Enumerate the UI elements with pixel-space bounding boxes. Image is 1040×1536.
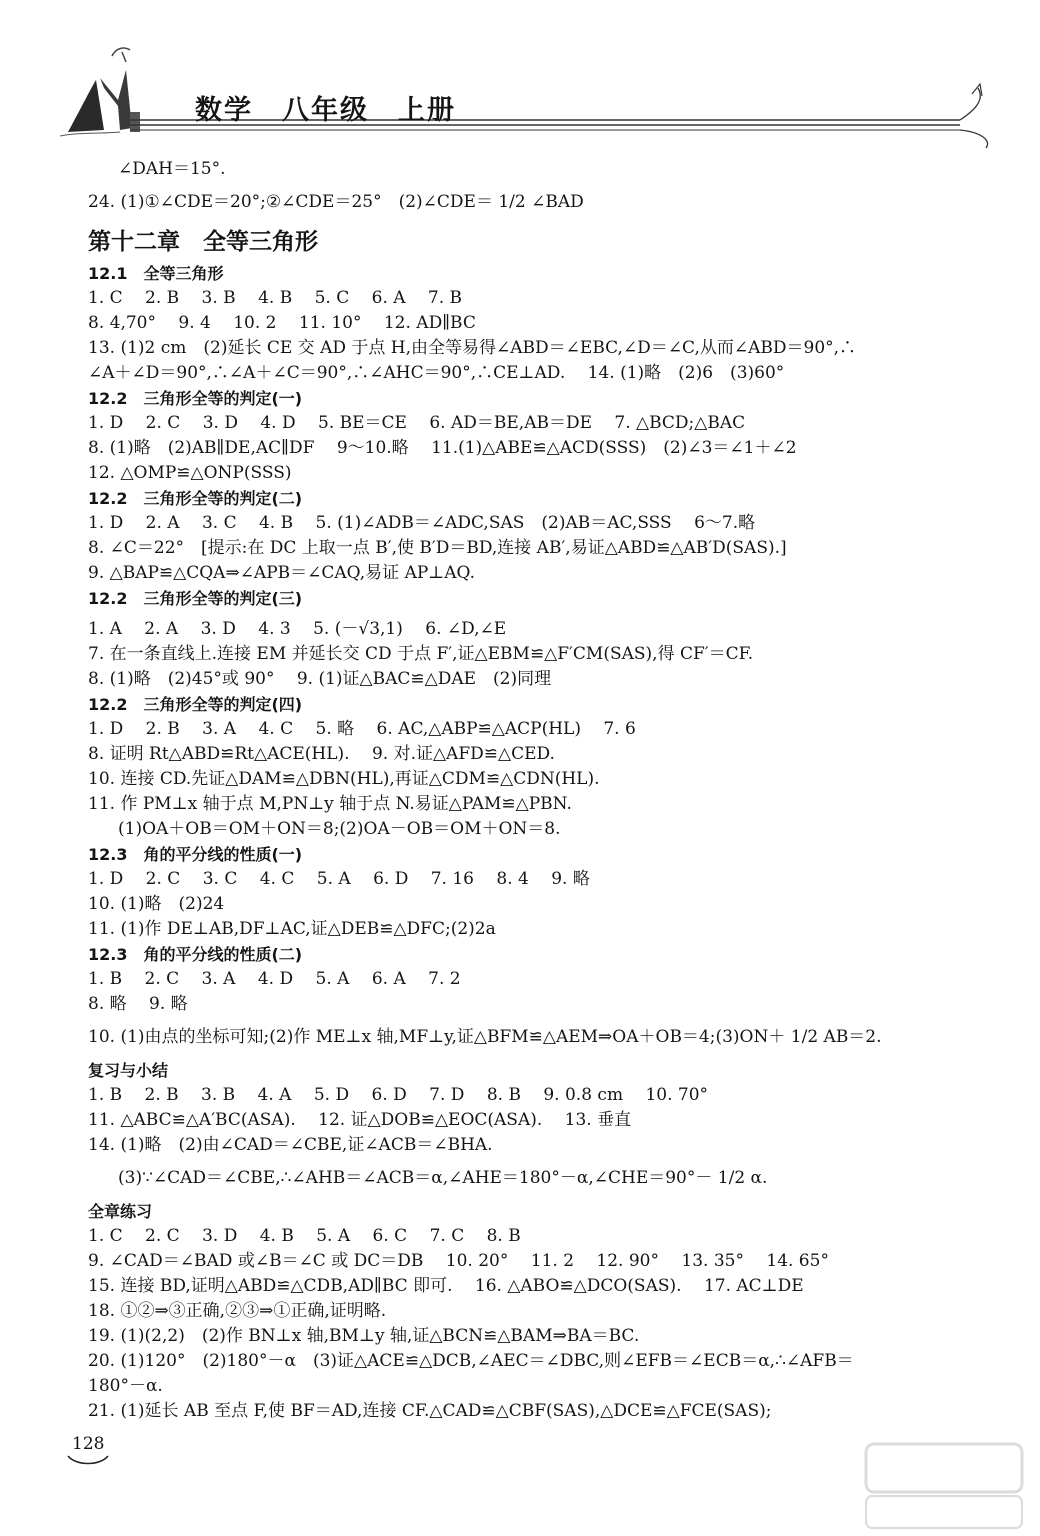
answer-line: 9. ∠CAD＝∠BAD 或∠B＝∠C 或 DC＝DB 10. 20° 11. 2 12. 90° 13. 35° 14. 65°: [88, 1251, 829, 1271]
answer-line: 1. D 2. C 3. D 4. D 5. BE＝CE 6. AD＝BE,AB＝DE 7. △BCD;△BAC: [88, 413, 746, 433]
answer-line: ∠DAH＝15°.: [118, 159, 226, 179]
answer-line: 21. (1)延长 AB 至点 F,使 BF＝AD,连接 CF.△CAD≌△CBF(SAS),△DCE≌△FCE(SAS);: [88, 1401, 772, 1421]
section-heading: 复习与小结: [88, 1061, 169, 1080]
answer-line: 7. 在一条直线上.连接 EM 并延长交 CD 于点 F′,证△EBM≌△F′CM(SAS),得 CF′＝CF.: [88, 644, 754, 664]
section-heading: 12.2 三角形全等的判定(二): [88, 489, 303, 508]
answer-line: 180°－α.: [88, 1376, 163, 1396]
section-heading: 12.2 三角形全等的判定(四): [88, 695, 303, 714]
answer-line: 1. C 2. C 3. D 4. B 5. A 6. C 7. C 8. B: [88, 1226, 521, 1246]
answer-line: 8. (1)略 (2)45°或 90° 9. (1)证△BAC≌△DAE (2)同理: [88, 669, 552, 689]
section-heading: 12.2 三角形全等的判定(一): [88, 389, 303, 408]
watermark-icon: [864, 1442, 1024, 1530]
answer-line: 1. D 2. C 3. C 4. C 5. A 6. D 7. 16 8. 4 9. 略: [88, 869, 590, 889]
answer-line: 14. (1)略 (2)由∠CAD＝∠CBE,证∠ACB＝∠BHA.: [88, 1135, 493, 1155]
page-number-text: 128: [72, 1434, 105, 1454]
answer-line: 1. A 2. A 3. D 4. 3 5. (－√3,1) 6. ∠D,∠E: [88, 619, 507, 639]
watermark-logo: [864, 1442, 1024, 1530]
answer-line: 1. D 2. A 3. C 4. B 5. (1)∠ADB＝∠ADC,SAS (2)AB＝AC,SSS 6～7.略: [88, 513, 756, 533]
page-header: [60, 40, 1000, 150]
answer-line: 11. 作 PM⊥x 轴于点 M,PN⊥y 轴于点 N.易证△PAM≌△PBN.: [88, 794, 572, 814]
answer-line: 18. ①②⇒③正确,②③⇒①正确,证明略.: [88, 1301, 387, 1321]
answer-line: 8. 证明 Rt△ABD≌Rt△ACE(HL). 9. 对.证△AFD≌△CED.: [88, 744, 555, 764]
answer-line: 24. (1)①∠CDE＝20°;②∠CDE＝25° (2)∠CDE＝ 1/2 ∠BAD: [88, 192, 584, 212]
answer-line: 12. △OMP≌△ONP(SSS): [88, 463, 292, 483]
section-heading: 12.3 角的平分线的性质(二): [88, 945, 303, 964]
answer-line: 1. B 2. B 3. B 4. A 5. D 6. D 7. D 8. B 9. 0.8 cm 10. 70°: [88, 1085, 709, 1105]
answer-line: ∠A＋∠D＝90°,∴∠A＋∠C＝90°,∴∠AHC＝90°,∴CE⊥AD. 14. (1)略 (2)6 (3)60°: [88, 363, 785, 383]
answer-line: 1. B 2. C 3. A 4. D 5. A 6. A 7. 2: [88, 969, 461, 989]
chapter-heading: 第十二章 全等三角形: [88, 229, 318, 255]
answer-line: 8. (1)略 (2)AB∥DE,AC∥DF 9～10.略 11.(1)△ABE≌△ACD(SSS) (2)∠3＝∠1＋∠2: [88, 438, 797, 458]
section-heading: 12.1 全等三角形: [88, 264, 224, 283]
answer-line: 8. 略 9. 略: [88, 994, 188, 1014]
page-number: [72, 1434, 104, 1454]
page-number-bracket-icon: [66, 1454, 110, 1468]
section-heading: 12.2 三角形全等的判定(三): [88, 589, 303, 608]
section-heading: 全章练习: [88, 1202, 153, 1221]
answer-line: (3)∵∠CAD＝∠CBE,∴∠AHB＝∠ACB＝α,∠AHE＝180°－α,∠CHE＝90°－ 1/2 α.: [118, 1168, 768, 1188]
answer-line: 8. ∠C＝22° [提示:在 DC 上取一点 B′,使 B′D＝BD,连接 AB′,易证△ABD≌△AB′D(SAS).]: [88, 538, 787, 558]
answer-line: 11. (1)作 DE⊥AB,DF⊥AC,证△DEB≌△DFC;(2)2a: [88, 919, 496, 939]
answer-line: 20. (1)120° (2)180°－α (3)证△ACE≌△DCB,∠AEC＝∠DBC,则∠EFB＝∠ECB＝α,∴∠AFB＝: [88, 1351, 854, 1371]
answer-line: 10. 连接 CD.先证△DAM≌△DBN(HL),再证△CDM≌△CDN(HL).: [88, 769, 600, 789]
answer-line: 8. 4,70° 9. 4 10. 2 11. 10° 12. AD∥BC: [88, 313, 476, 333]
answer-line: 13. (1)2 cm (2)延长 CE 交 AD 于点 H,由全等易得∠ABD＝∠EBC,∠D＝∠C,从而∠ABD＝90°,∴: [88, 338, 857, 358]
answer-line: (1)OA＋OB＝OM＋ON＝8;(2)OA－OB＝OM＋ON＝8.: [118, 819, 561, 839]
header-title: 数学 八年级 上册: [195, 95, 456, 126]
answer-content: [88, 157, 988, 1424]
answer-line: 10. (1)由点的坐标可知;(2)作 ME⊥x 轴,MF⊥y,证△BFM≌△AEM⇒OA＋OB＝4;(3)ON＋ 1/2 AB＝2.: [88, 1027, 882, 1047]
answer-line: 9. △BAP≌△CQA⇒∠APB＝∠CAQ,易证 AP⊥AQ.: [88, 563, 476, 583]
answer-line: 11. △ABC≌△A′BC(ASA). 12. 证△DOB≌△EOC(ASA). 13. 垂直: [88, 1110, 632, 1130]
answer-line: 1. C 2. B 3. B 4. B 5. C 6. A 7. B: [88, 288, 463, 308]
section-heading: 12.3 角的平分线的性质(一): [88, 845, 303, 864]
answer-line: 15. 连接 BD,证明△ABD≌△CDB,AD∥BC 即可. 16. △ABO≌△DCO(SAS). 17. AC⊥DE: [88, 1276, 804, 1296]
answer-line: 19. (1)(2,2) (2)作 BN⊥x 轴,BM⊥y 轴,证△BCN≌△BAM⇒BA＝BC.: [88, 1326, 640, 1346]
answer-line: 10. (1)略 (2)24: [88, 894, 225, 914]
answer-line: 1. D 2. B 3. A 4. C 5. 略 6. AC,△ABP≌△ACP(HL) 7. 6: [88, 719, 636, 739]
